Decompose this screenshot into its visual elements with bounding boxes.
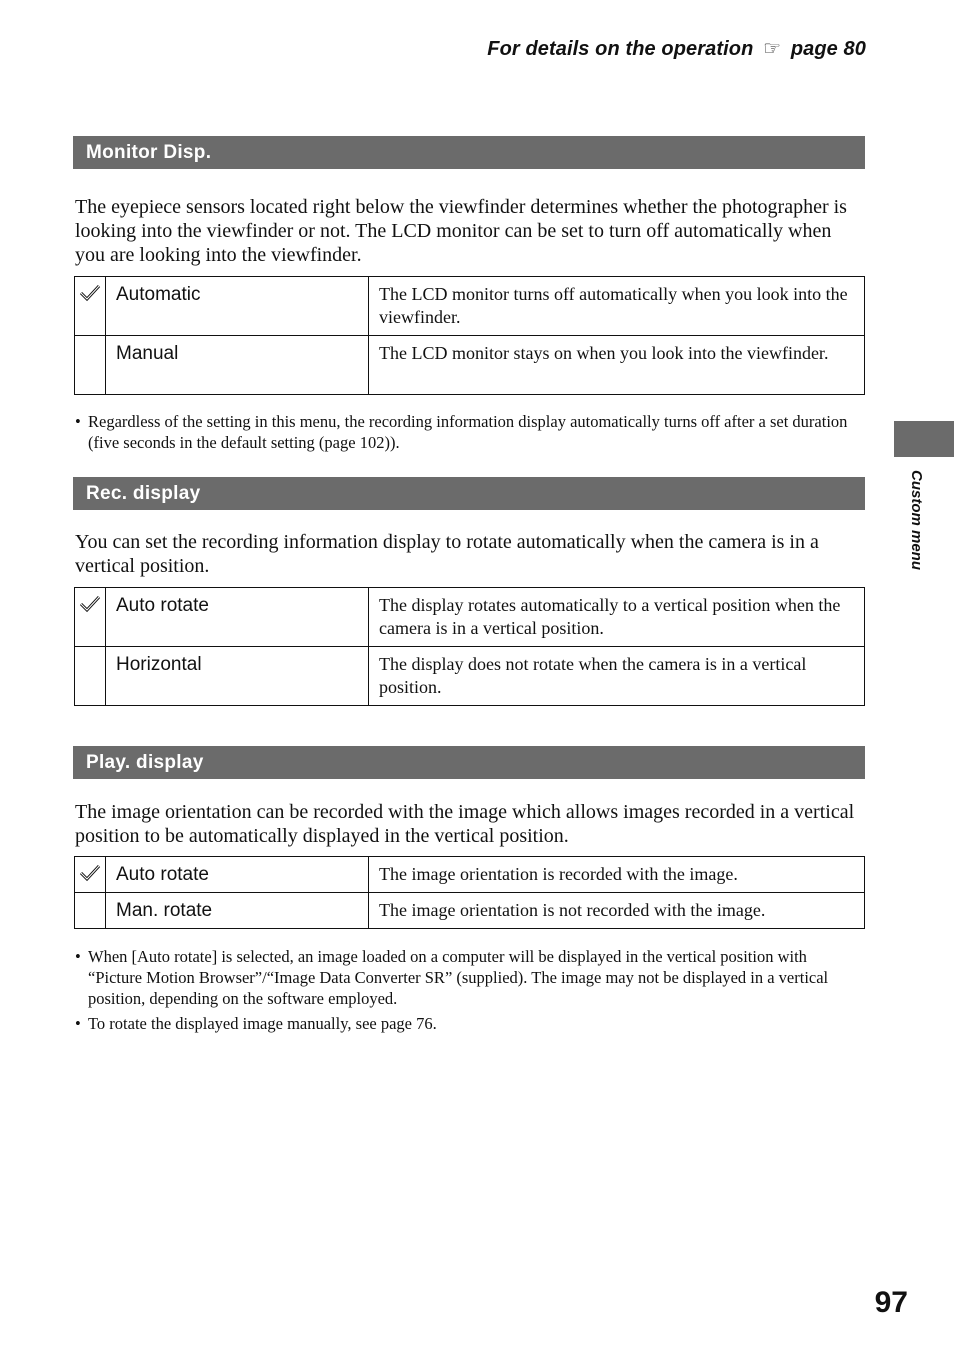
section-title-play-display: Play. display [73,746,865,779]
bullet-icon: • [75,947,81,966]
default-cell [75,647,106,706]
page-reference [487,36,866,61]
default-check-icon [79,864,101,882]
section-title-rec-display: Rec. display [73,477,865,510]
chapter-tab [894,421,954,457]
note-text: Regardless of the setting in this menu, the recording information display automatically turns off after a set duration (five seconds in the default setting (page 102)). [88,412,848,452]
bullet-icon: • [75,412,81,431]
option-description: The LCD monitor stays on when you look into the viewfinder. [369,336,865,395]
section-intro-rec-display: You can set the recording information display to rotate automatically when the camera is in a vertical position. [75,531,819,577]
option-name: Auto rotate [106,857,369,893]
option-name: Auto rotate [106,588,369,647]
section-title-monitor-disp: Monitor Disp. [73,136,865,169]
option-description: The display does not rotate when the camera is in a vertical position. [369,647,865,706]
note-text: When [Auto rotate] is selected, an image loaded on a computer will be displayed in the vertical position with “Picture Motion Browser”/“Image Data Converter SR” (supplied). The image may not be displayed in a vertical position, depending on the software employed. [88,947,829,1008]
page-reference-prefix: For details on the operation [487,38,754,60]
option-name: Man. rotate [106,893,369,929]
options-table-rec-display [74,587,865,706]
option-name: Manual [106,336,369,395]
default-cell [75,336,106,395]
default-cell [75,857,106,893]
default-check-icon [79,595,101,613]
default-check-icon [79,284,101,302]
option-description: The display rotates automatically to a vertical position when the camera is in a vertical position. [369,588,865,647]
page-reference-suffix: page 80 [790,38,866,60]
options-table-monitor-disp [74,276,865,395]
table-row [75,647,865,706]
option-name: Horizontal [106,647,369,706]
default-cell [75,277,106,336]
table-row [75,277,865,336]
bullet-icon: • [75,1014,81,1033]
section-intro-play-display: The image orientation can be recorded with the image which allows images recorded in a vertical position to be automatically displayed in the vertical position. [75,801,855,847]
pointing-finger-icon: ☞ [763,38,782,60]
option-description: The image orientation is recorded with the image. [369,857,865,893]
note-item [75,946,865,1009]
note-text: To rotate the displayed image manually, see page 76. [88,1014,437,1033]
note-item [75,1013,865,1034]
option-name: Automatic [106,277,369,336]
table-row [75,857,865,893]
option-description: The image orientation is not recorded with the image. [369,893,865,929]
page-number: 97 [874,1286,908,1319]
note-item [75,411,865,453]
chapter-tab-label-wrap [905,470,925,630]
chapter-tab-label: Custom menu [908,470,925,571]
table-row [75,893,865,929]
table-row [75,588,865,647]
default-cell [75,588,106,647]
section-intro-monitor-disp: The eyepiece sensors located right below the viewfinder determines whether the photographer is looking into the viewfinder or not. The LCD monitor can be set to turn off automatically when you are looking into the viewfinder. [75,196,847,266]
option-description: The LCD monitor turns off automatically when you look into the viewfinder. [369,277,865,336]
table-row [75,336,865,395]
options-table-play-display [74,856,865,929]
default-cell [75,893,106,929]
